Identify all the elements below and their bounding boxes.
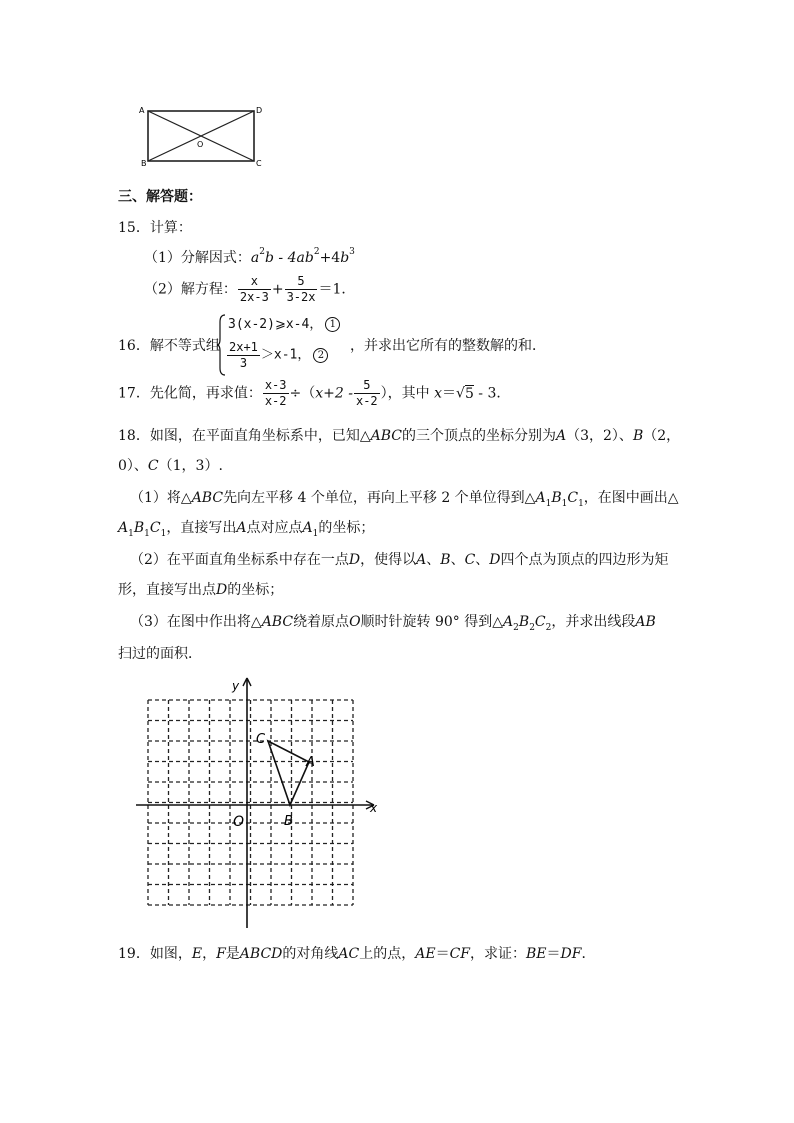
- q18-part2-line2: [118, 580, 283, 600]
- text: 点对应点: [246, 520, 303, 536]
- text: 先向左平移 4 个单位，再向上平移 2 个单位得到△: [223, 490, 536, 506]
- q18-part2-line1: [130, 550, 669, 570]
- close-paren: ），其中: [380, 385, 435, 402]
- math-var: A: [118, 520, 129, 536]
- subscript: 1: [128, 529, 134, 539]
- numerator: 2x+1: [229, 340, 258, 354]
- subscript: 2: [513, 623, 519, 633]
- q16-stem: [118, 336, 220, 356]
- section-title: 三、解答题：: [118, 189, 202, 205]
- text: 如图，在平面直角坐标系中，已知△: [149, 428, 371, 444]
- q19-line: [118, 944, 595, 964]
- math-var: B: [551, 490, 562, 506]
- math-var: ABC: [370, 428, 402, 444]
- q18-number: 18．: [118, 428, 150, 444]
- math-var: A: [302, 520, 313, 536]
- vertex-label-a: A: [306, 755, 315, 770]
- q15-part2-label: （2）解方程：: [144, 281, 237, 298]
- text: ，求证：: [470, 946, 526, 962]
- equation-rhs: ＝1．: [318, 281, 356, 298]
- label-o: O: [197, 140, 204, 149]
- q15-text: 计算：: [149, 220, 192, 236]
- text: ，并求出线段: [551, 614, 636, 630]
- expr-b3: b: [340, 250, 350, 266]
- math-var: A: [503, 614, 514, 630]
- math-var: D: [216, 582, 228, 598]
- text: 四个点为顶点的四边形为矩: [500, 552, 669, 568]
- numerator: x: [238, 274, 271, 290]
- math-var: C: [149, 520, 161, 536]
- axis-label-y: y: [232, 679, 240, 693]
- text: （2，: [643, 428, 681, 444]
- math-var: B: [518, 614, 530, 630]
- triangle-abc: [268, 741, 309, 805]
- math-var: E: [191, 946, 203, 962]
- q17-number: 17．: [118, 385, 150, 402]
- text: 0）、: [118, 458, 148, 474]
- subscript: 1: [545, 499, 552, 509]
- text: ＝: [435, 946, 450, 962]
- math-var: C: [147, 458, 159, 474]
- text: 、: [426, 552, 441, 568]
- text: （1，3）.: [158, 458, 223, 474]
- math-var: ABC: [191, 490, 224, 506]
- math-var: D: [489, 552, 501, 568]
- axis-label-x: x: [370, 801, 378, 815]
- marker-1: 1: [325, 317, 340, 332]
- divide: ÷（: [289, 385, 316, 402]
- text: ，使得以: [360, 552, 417, 568]
- vertex-label-b: B: [284, 814, 293, 829]
- marker-2: 2: [313, 348, 328, 363]
- rectangle-figure: [138, 100, 268, 170]
- math-var: ABCD: [239, 946, 283, 962]
- text: ，在图中画出△: [583, 490, 679, 506]
- inequality-1: 3(x-2)⩾x-4，: [228, 317, 323, 332]
- q16-row2: [226, 340, 328, 371]
- q15-stem: [118, 218, 192, 238]
- text: ，: [202, 946, 217, 962]
- math-var: AB: [635, 614, 656, 630]
- math-var: B: [440, 552, 451, 568]
- q18-part1-line2: [118, 518, 374, 538]
- origin-label: O: [233, 814, 245, 830]
- text: ，直接写出: [166, 520, 237, 536]
- expr-exp: 2: [259, 247, 266, 257]
- q17-line: [118, 378, 510, 409]
- denominator: x-2: [264, 394, 287, 408]
- q18-part3-line2: 扫过的面积．: [118, 646, 202, 662]
- text: 形，直接写出点: [118, 582, 216, 598]
- text: 如图，: [149, 946, 192, 962]
- denominator: 3: [239, 356, 248, 370]
- math-var: A: [555, 428, 567, 444]
- denominator: 2x-3: [239, 290, 269, 304]
- q16-row1: [228, 314, 340, 335]
- text: 是: [225, 946, 240, 962]
- expr-exp: 3: [349, 247, 355, 257]
- sqrt: √5: [456, 385, 474, 402]
- q18-line2: [118, 456, 223, 476]
- math-var: D: [348, 552, 361, 568]
- subscript: 1: [561, 499, 568, 509]
- q15-part2: [144, 274, 355, 305]
- expr-plus: +4: [319, 250, 341, 266]
- expr-b: b - 4: [265, 250, 297, 266]
- subscript: 2: [545, 623, 552, 633]
- math-var: C: [567, 490, 579, 506]
- text: 的三个顶点的坐标分别为: [401, 428, 556, 444]
- q16-tail: ，并求出它所有的整数解的和．: [350, 338, 546, 354]
- numerator: 5: [354, 378, 380, 394]
- expr-exp: 2: [313, 247, 320, 257]
- expression: x+2 -: [315, 385, 353, 402]
- math-var: A: [416, 552, 427, 568]
- q18-part3-line1: [130, 612, 656, 632]
- fraction: [285, 274, 318, 305]
- q18-line1: [118, 426, 680, 446]
- label-c: C: [256, 159, 262, 168]
- q17-tail: - 3．: [473, 385, 511, 402]
- label-d: D: [256, 106, 263, 115]
- subscript: 1: [160, 529, 167, 539]
- denominator: 3-2x: [286, 290, 316, 304]
- text: （3）在图中作出将△: [130, 614, 262, 630]
- q16-number: 16．: [118, 338, 150, 354]
- text: 、: [450, 552, 465, 568]
- numerator: 5: [285, 274, 318, 290]
- variable-x: x: [434, 385, 443, 402]
- text: 的坐标；: [227, 582, 284, 598]
- q15-part1: [144, 248, 355, 268]
- text: （1）将△: [130, 490, 192, 506]
- math-var: BE: [526, 946, 547, 962]
- q18-part1-line1: [130, 488, 679, 508]
- fraction: [238, 274, 271, 305]
- text: （2）在平面直角坐标系中存在一点: [130, 552, 349, 568]
- subscript: 1: [312, 529, 319, 539]
- math-var: CF: [449, 946, 470, 962]
- subscript: 2: [529, 623, 535, 633]
- subscript: 1: [144, 529, 150, 539]
- q19-number: 19．: [118, 946, 150, 962]
- math-var: ABC: [261, 614, 294, 630]
- coordinate-grid-figure: [134, 676, 384, 934]
- fraction: [227, 340, 260, 371]
- text: 、: [475, 552, 490, 568]
- text: 的坐标；: [318, 520, 375, 536]
- subscript: 1: [578, 499, 584, 509]
- vertex-label-c: C: [256, 732, 266, 747]
- text: ＝: [546, 946, 561, 962]
- q15-part1-label: （1）分解因式：: [144, 250, 251, 266]
- brace: [216, 314, 226, 376]
- text: ．: [581, 946, 596, 962]
- math-var: A: [236, 520, 247, 536]
- math-var: AC: [338, 946, 360, 962]
- label-a: A: [139, 106, 145, 115]
- math-var: C: [464, 552, 476, 568]
- inequality-2: ＞x-1，: [260, 347, 311, 363]
- q15-number: 15．: [118, 220, 150, 236]
- label-b: B: [141, 159, 147, 168]
- dashed-grid: [148, 700, 353, 905]
- math-var: F: [216, 946, 226, 962]
- math-var: B: [632, 428, 644, 444]
- text: 上的点，: [359, 946, 416, 962]
- math-var: B: [133, 520, 145, 536]
- sqrt-arg: 5: [464, 385, 474, 402]
- plus: +: [271, 281, 284, 298]
- math-var: O: [349, 614, 361, 630]
- text: 的对角线: [282, 946, 339, 962]
- text: 顺时针旋转 90° 得到△: [360, 614, 504, 630]
- equals: ＝: [442, 385, 457, 402]
- math-var: DF: [560, 946, 582, 962]
- text: 绕着原点: [293, 614, 350, 630]
- expr-ab: ab: [296, 250, 314, 266]
- denominator: x-2: [355, 394, 378, 408]
- q16-text: 解不等式组: [149, 338, 220, 354]
- math-var: A: [535, 490, 546, 506]
- fraction: [263, 378, 289, 409]
- q17-text: 先化简，再求值：: [149, 385, 262, 402]
- expr-a: a: [250, 250, 260, 266]
- fraction: [354, 378, 380, 409]
- math-var: AE: [415, 946, 436, 962]
- math-var: C: [534, 614, 546, 630]
- text: （3，2）、: [566, 428, 633, 444]
- numerator: x-3: [264, 378, 287, 392]
